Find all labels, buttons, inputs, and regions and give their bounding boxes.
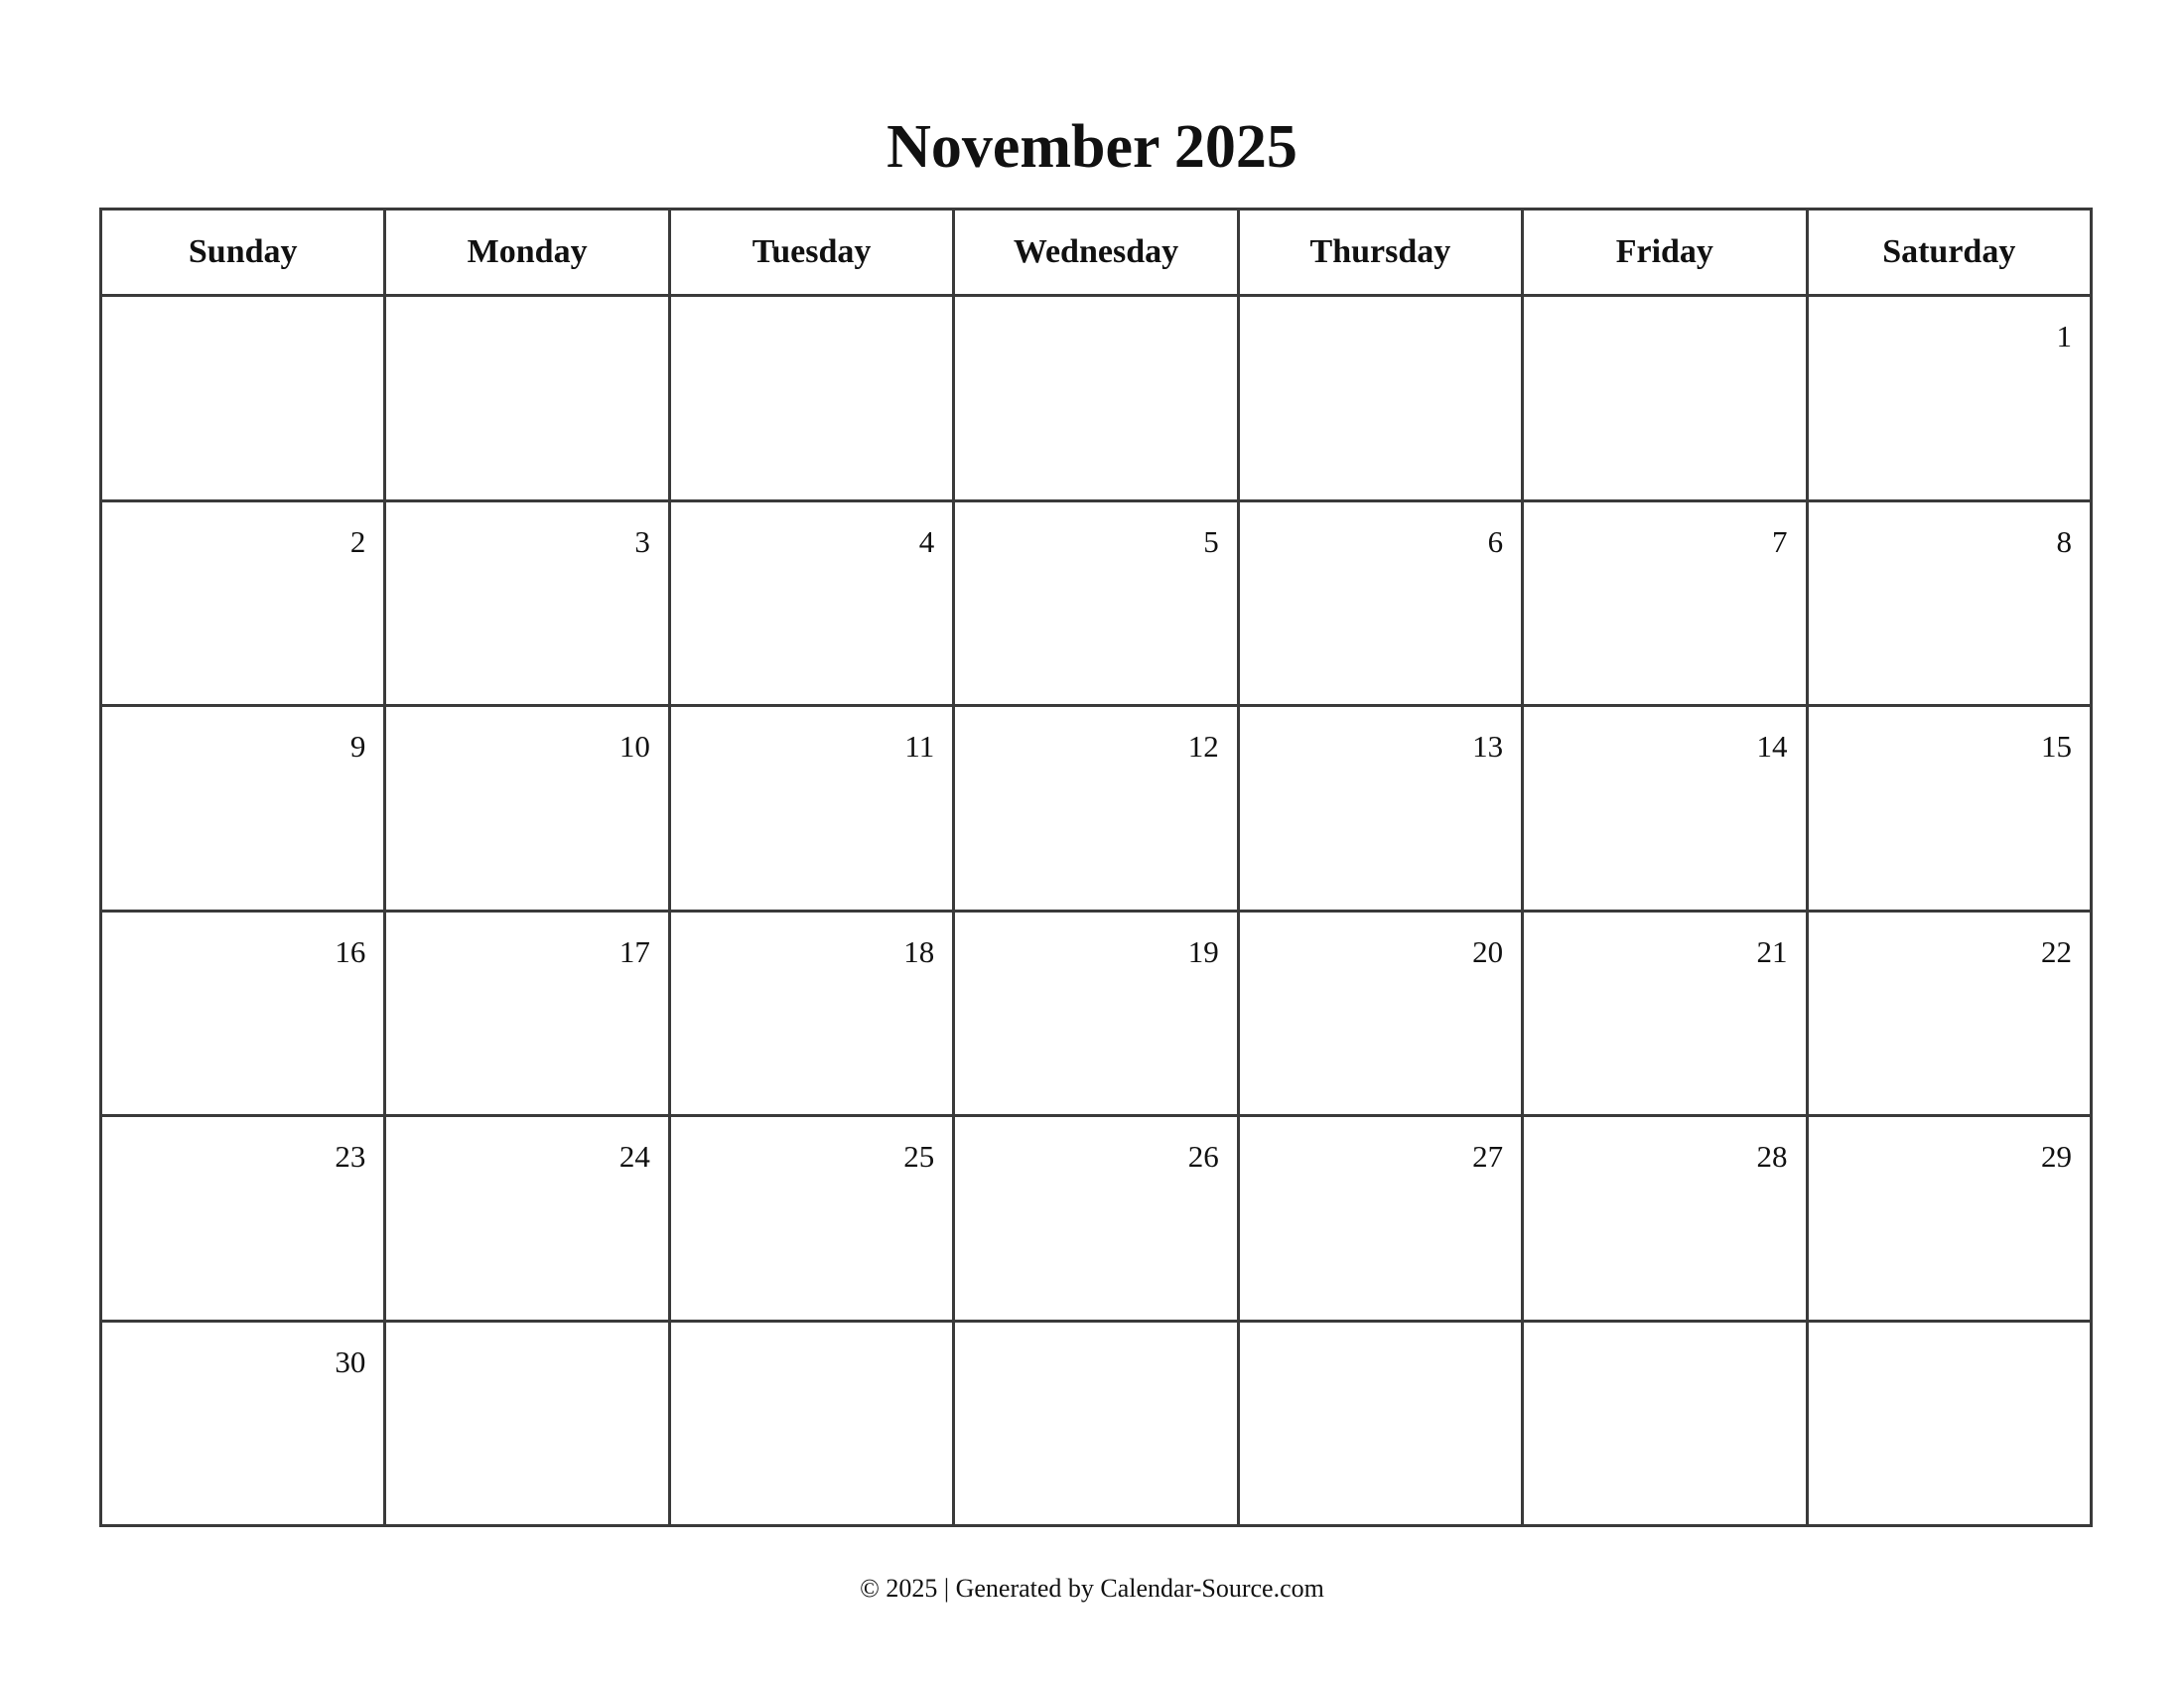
weekday-header: Thursday — [1238, 210, 1522, 296]
day-cell — [1238, 1321, 1522, 1526]
day-cell — [1238, 500, 1522, 706]
day-cell — [385, 1116, 669, 1322]
day-cell — [669, 500, 953, 706]
week-row — [101, 296, 2092, 501]
weekday-header: Monday — [385, 210, 669, 296]
day-number: 7 — [1772, 523, 1788, 559]
day-cell — [669, 706, 953, 912]
day-cell — [385, 706, 669, 912]
day-number — [1240, 1323, 1521, 1344]
day-number: 4 — [918, 523, 935, 559]
day-number: 9 — [349, 729, 366, 764]
day-number: 30 — [335, 1343, 366, 1379]
day-number: 10 — [618, 729, 650, 764]
day-number — [386, 1323, 667, 1344]
day-number — [386, 297, 667, 319]
day-number: 22 — [2041, 933, 2072, 969]
weekday-header: Wednesday — [954, 210, 1238, 296]
day-number — [955, 1323, 1236, 1344]
week-row — [101, 706, 2092, 912]
day-number: 18 — [903, 933, 935, 969]
day-number — [1524, 297, 1805, 319]
day-cell — [101, 911, 385, 1116]
day-number: 26 — [1187, 1139, 1219, 1174]
footer-credit: © 2025 | Generated by Calendar-Source.com — [860, 1574, 1324, 1603]
day-cell — [101, 296, 385, 501]
day-cell — [1807, 1116, 2091, 1322]
day-cell — [1523, 1116, 1807, 1322]
day-number: 11 — [904, 729, 935, 764]
day-number: 29 — [2041, 1139, 2072, 1174]
day-number: 25 — [903, 1139, 935, 1174]
day-number: 3 — [634, 523, 650, 559]
day-number: 21 — [1756, 933, 1788, 969]
day-cell — [1238, 706, 1522, 912]
day-number: 2 — [349, 523, 366, 559]
week-row — [101, 1116, 2092, 1322]
day-number: 12 — [1187, 729, 1219, 764]
day-cell — [385, 1321, 669, 1526]
day-cell — [1523, 911, 1807, 1116]
day-number: 20 — [1472, 933, 1504, 969]
week-row — [101, 911, 2092, 1116]
day-number: 5 — [1203, 523, 1219, 559]
weekday-header: Tuesday — [669, 210, 953, 296]
day-number: 17 — [618, 933, 650, 969]
day-number — [1524, 1323, 1805, 1344]
day-cell — [1238, 296, 1522, 501]
day-cell — [954, 911, 1238, 1116]
day-number: 15 — [2041, 729, 2072, 764]
day-cell — [385, 296, 669, 501]
day-cell — [1807, 911, 2091, 1116]
day-number: 14 — [1756, 729, 1788, 764]
day-cell — [1523, 500, 1807, 706]
day-cell — [101, 706, 385, 912]
day-number: 23 — [335, 1139, 366, 1174]
day-cell — [954, 706, 1238, 912]
day-number: 8 — [2056, 523, 2072, 559]
weekday-header-row — [101, 210, 2092, 296]
day-number: 28 — [1756, 1139, 1788, 1174]
day-cell — [1807, 1321, 2091, 1526]
day-number: 19 — [1187, 933, 1219, 969]
day-cell — [954, 1116, 1238, 1322]
week-row — [101, 1321, 2092, 1526]
day-number — [671, 1323, 952, 1344]
day-cell — [954, 1321, 1238, 1526]
day-cell — [385, 911, 669, 1116]
day-cell — [669, 296, 953, 501]
day-number — [1240, 297, 1521, 319]
day-cell — [1238, 1116, 1522, 1322]
weekday-header: Saturday — [1807, 210, 2091, 296]
day-number — [1809, 1323, 2090, 1344]
day-cell — [1807, 706, 2091, 912]
day-cell — [1523, 296, 1807, 501]
day-cell — [101, 1321, 385, 1526]
day-cell — [101, 1116, 385, 1322]
day-cell — [954, 500, 1238, 706]
day-number: 16 — [335, 933, 366, 969]
calendar-grid — [99, 208, 2093, 1527]
day-number: 24 — [618, 1139, 650, 1174]
day-cell — [669, 1321, 953, 1526]
weekday-header: Sunday — [101, 210, 385, 296]
day-cell — [1807, 500, 2091, 706]
day-cell — [669, 1116, 953, 1322]
day-number — [955, 297, 1236, 319]
day-number: 6 — [1487, 523, 1504, 559]
day-cell — [101, 500, 385, 706]
day-cell — [669, 911, 953, 1116]
week-row — [101, 500, 2092, 706]
day-cell — [1807, 296, 2091, 501]
day-number — [671, 297, 952, 319]
weekday-header: Friday — [1523, 210, 1807, 296]
day-number: 13 — [1472, 729, 1504, 764]
day-cell — [1523, 1321, 1807, 1526]
day-cell — [954, 296, 1238, 501]
calendar-title: November 2025 — [887, 113, 1297, 181]
day-cell — [1238, 911, 1522, 1116]
day-number: 27 — [1472, 1139, 1504, 1174]
day-cell — [385, 500, 669, 706]
day-number: 1 — [2056, 319, 2072, 353]
day-number — [102, 297, 383, 319]
day-cell — [1523, 706, 1807, 912]
